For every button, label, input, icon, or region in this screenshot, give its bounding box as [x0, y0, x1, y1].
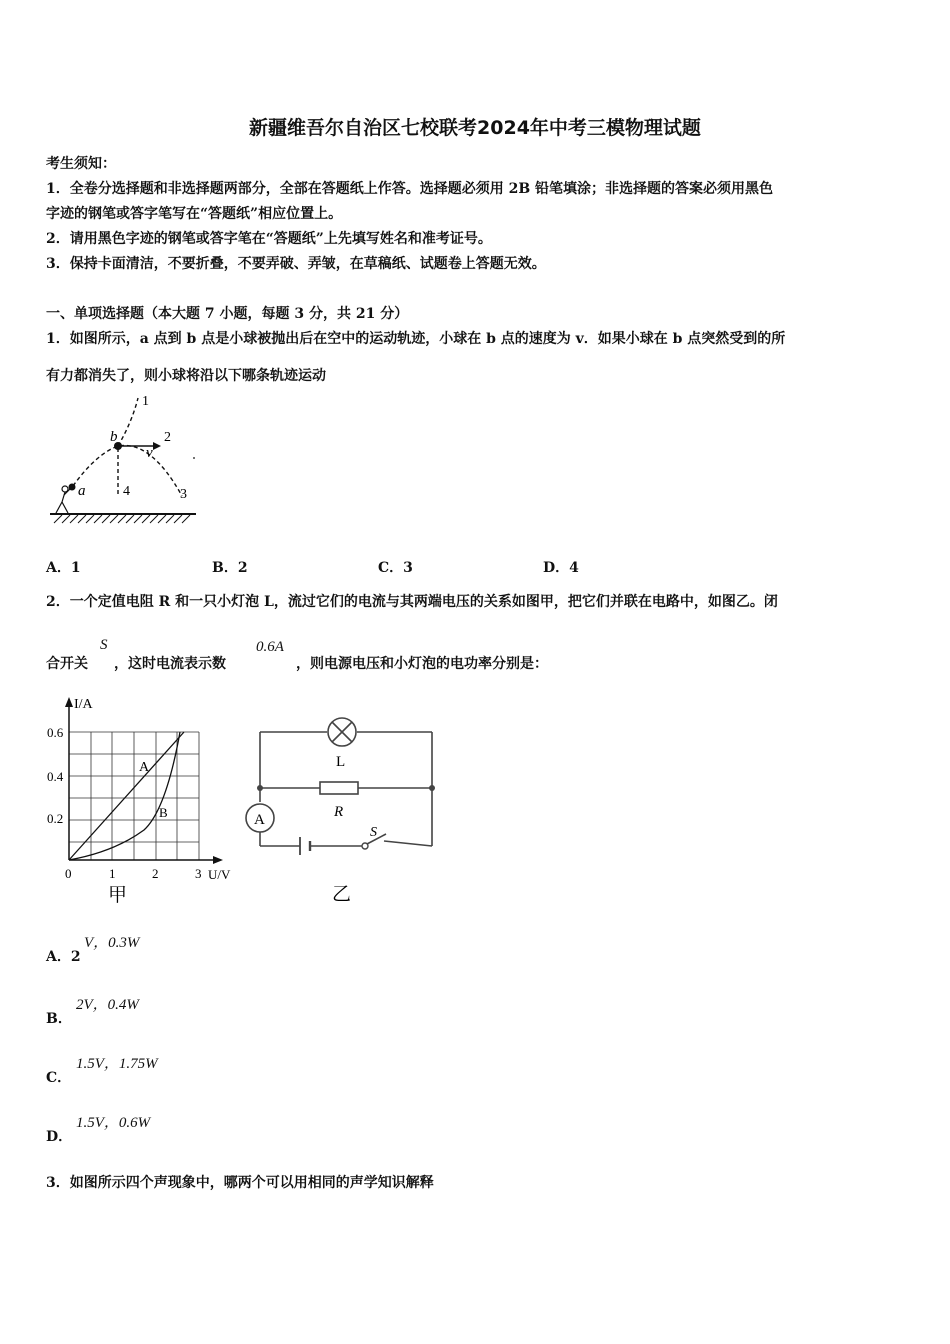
path-label-2: 2 [164, 430, 171, 445]
lamp-label: L [336, 754, 346, 770]
graph-caption: 甲 [108, 885, 128, 906]
q2-stem: 2．一个定值电阻 R 和一只小灯泡 L，流过它们的电流与其两端电压的关系如图甲，把它们并联在电路中，如图乙。闭 [46, 594, 778, 610]
curve-a-label: A [139, 760, 150, 775]
label-a: a [78, 483, 86, 499]
q1-option-b: B．2 [212, 560, 248, 576]
y-tick-0.6: 0.6 [47, 725, 64, 740]
switch-label: S [370, 825, 377, 840]
q1-stem-cont: 有力都消失了，则小球将沿以下哪条轨迹运动 [46, 368, 326, 384]
path-label-3: 3 [180, 487, 187, 502]
q2-option-a-value: V，0.3W [84, 935, 140, 951]
q1-option-c: C．3 [378, 560, 413, 576]
q2-option-c-label: C． [46, 1070, 72, 1086]
x-tick-0: 0 [65, 866, 72, 881]
notice-heading: 考生须知： [46, 156, 116, 172]
q3-stem: 3．如图所示四个声现象中，哪两个可以用相同的声学知识解释 [46, 1175, 434, 1191]
label-v: v [146, 445, 153, 461]
circuit-caption: 乙 [332, 884, 352, 905]
notice-item-2: 2．请用黑色字迹的钢笔或答字笔在“答题纸”上先填写姓名和准考证号。 [46, 231, 492, 247]
resistor-symbol [320, 782, 358, 794]
resistor-label: R [334, 804, 344, 820]
q2-circuit-diagram [240, 712, 450, 912]
curve-b-label: B [159, 805, 168, 820]
x-axis-label: U/V [208, 867, 231, 882]
notice-item-1: 1．全卷分选择题和非选择题两部分，全部在答题纸上作答。选择题必须用 2B 铅笔填涂；非选择题的答案必须用黑色 [46, 181, 774, 197]
x-tick-3: 3 [195, 866, 202, 881]
q2-option-c-value: 1.5V，1.75W [76, 1056, 158, 1072]
notice-item-3: 3．保持卡面清洁，不要折叠，不要弄破、弄皱，在草稿纸、试题卷上答题无效。 [46, 256, 546, 272]
path-label-1: 1 [142, 394, 149, 409]
q2-option-a-label: A．2 [46, 949, 81, 965]
q2-option-b-value: 2V，0.4W [76, 997, 139, 1013]
q2-option-b-label: B． [46, 1011, 72, 1027]
label-b: b [110, 429, 118, 445]
path-label-4: 4 [123, 484, 130, 499]
section-heading: 一、单项选择题（本大题 7 小题，每题 3 分，共 21 分） [46, 306, 409, 322]
q2-stem-part1: 合开关 [46, 656, 88, 672]
q1-option-d: D．4 [543, 560, 579, 576]
x-tick-1: 1 [109, 866, 116, 881]
q2-stem-part3: ，则电源电压和小灯泡的电功率分别是： [296, 656, 548, 672]
lamp-symbol [328, 718, 356, 746]
notice-item-1-cont: 字迹的钢笔或答字笔写在“答题纸”相应位置上。 [46, 206, 343, 222]
q1-option-a: A．1 [46, 560, 81, 576]
ammeter-reading: 0.6A [256, 639, 284, 655]
ammeter-label: A [254, 812, 265, 828]
q2-iv-graph [44, 692, 244, 910]
q2-option-d-label: D． [46, 1129, 73, 1145]
thrower-figure [56, 486, 71, 513]
y-tick-0.4: 0.4 [47, 769, 64, 784]
y-axis-label: I/A [74, 697, 93, 712]
page-title: 新疆维吾尔自治区七校联考2024年中考三模物理试题 [249, 117, 701, 139]
q1-trajectory-figure [46, 392, 206, 527]
y-tick-0.2: 0.2 [47, 811, 64, 826]
q2-option-d-value: 1.5V，0.6W [76, 1115, 151, 1131]
q2-stem-part2: ，这时电流表示数 [114, 656, 226, 672]
x-tick-2: 2 [152, 866, 159, 881]
switch-symbol: S [100, 637, 108, 653]
q1-stem: 1．如图所示，a 点到 b 点是小球被抛出后在空中的运动轨迹，小球在 b 点的速度为 v．如果小球在 b 点突然受到的所 [46, 331, 786, 347]
point-a [69, 484, 76, 491]
